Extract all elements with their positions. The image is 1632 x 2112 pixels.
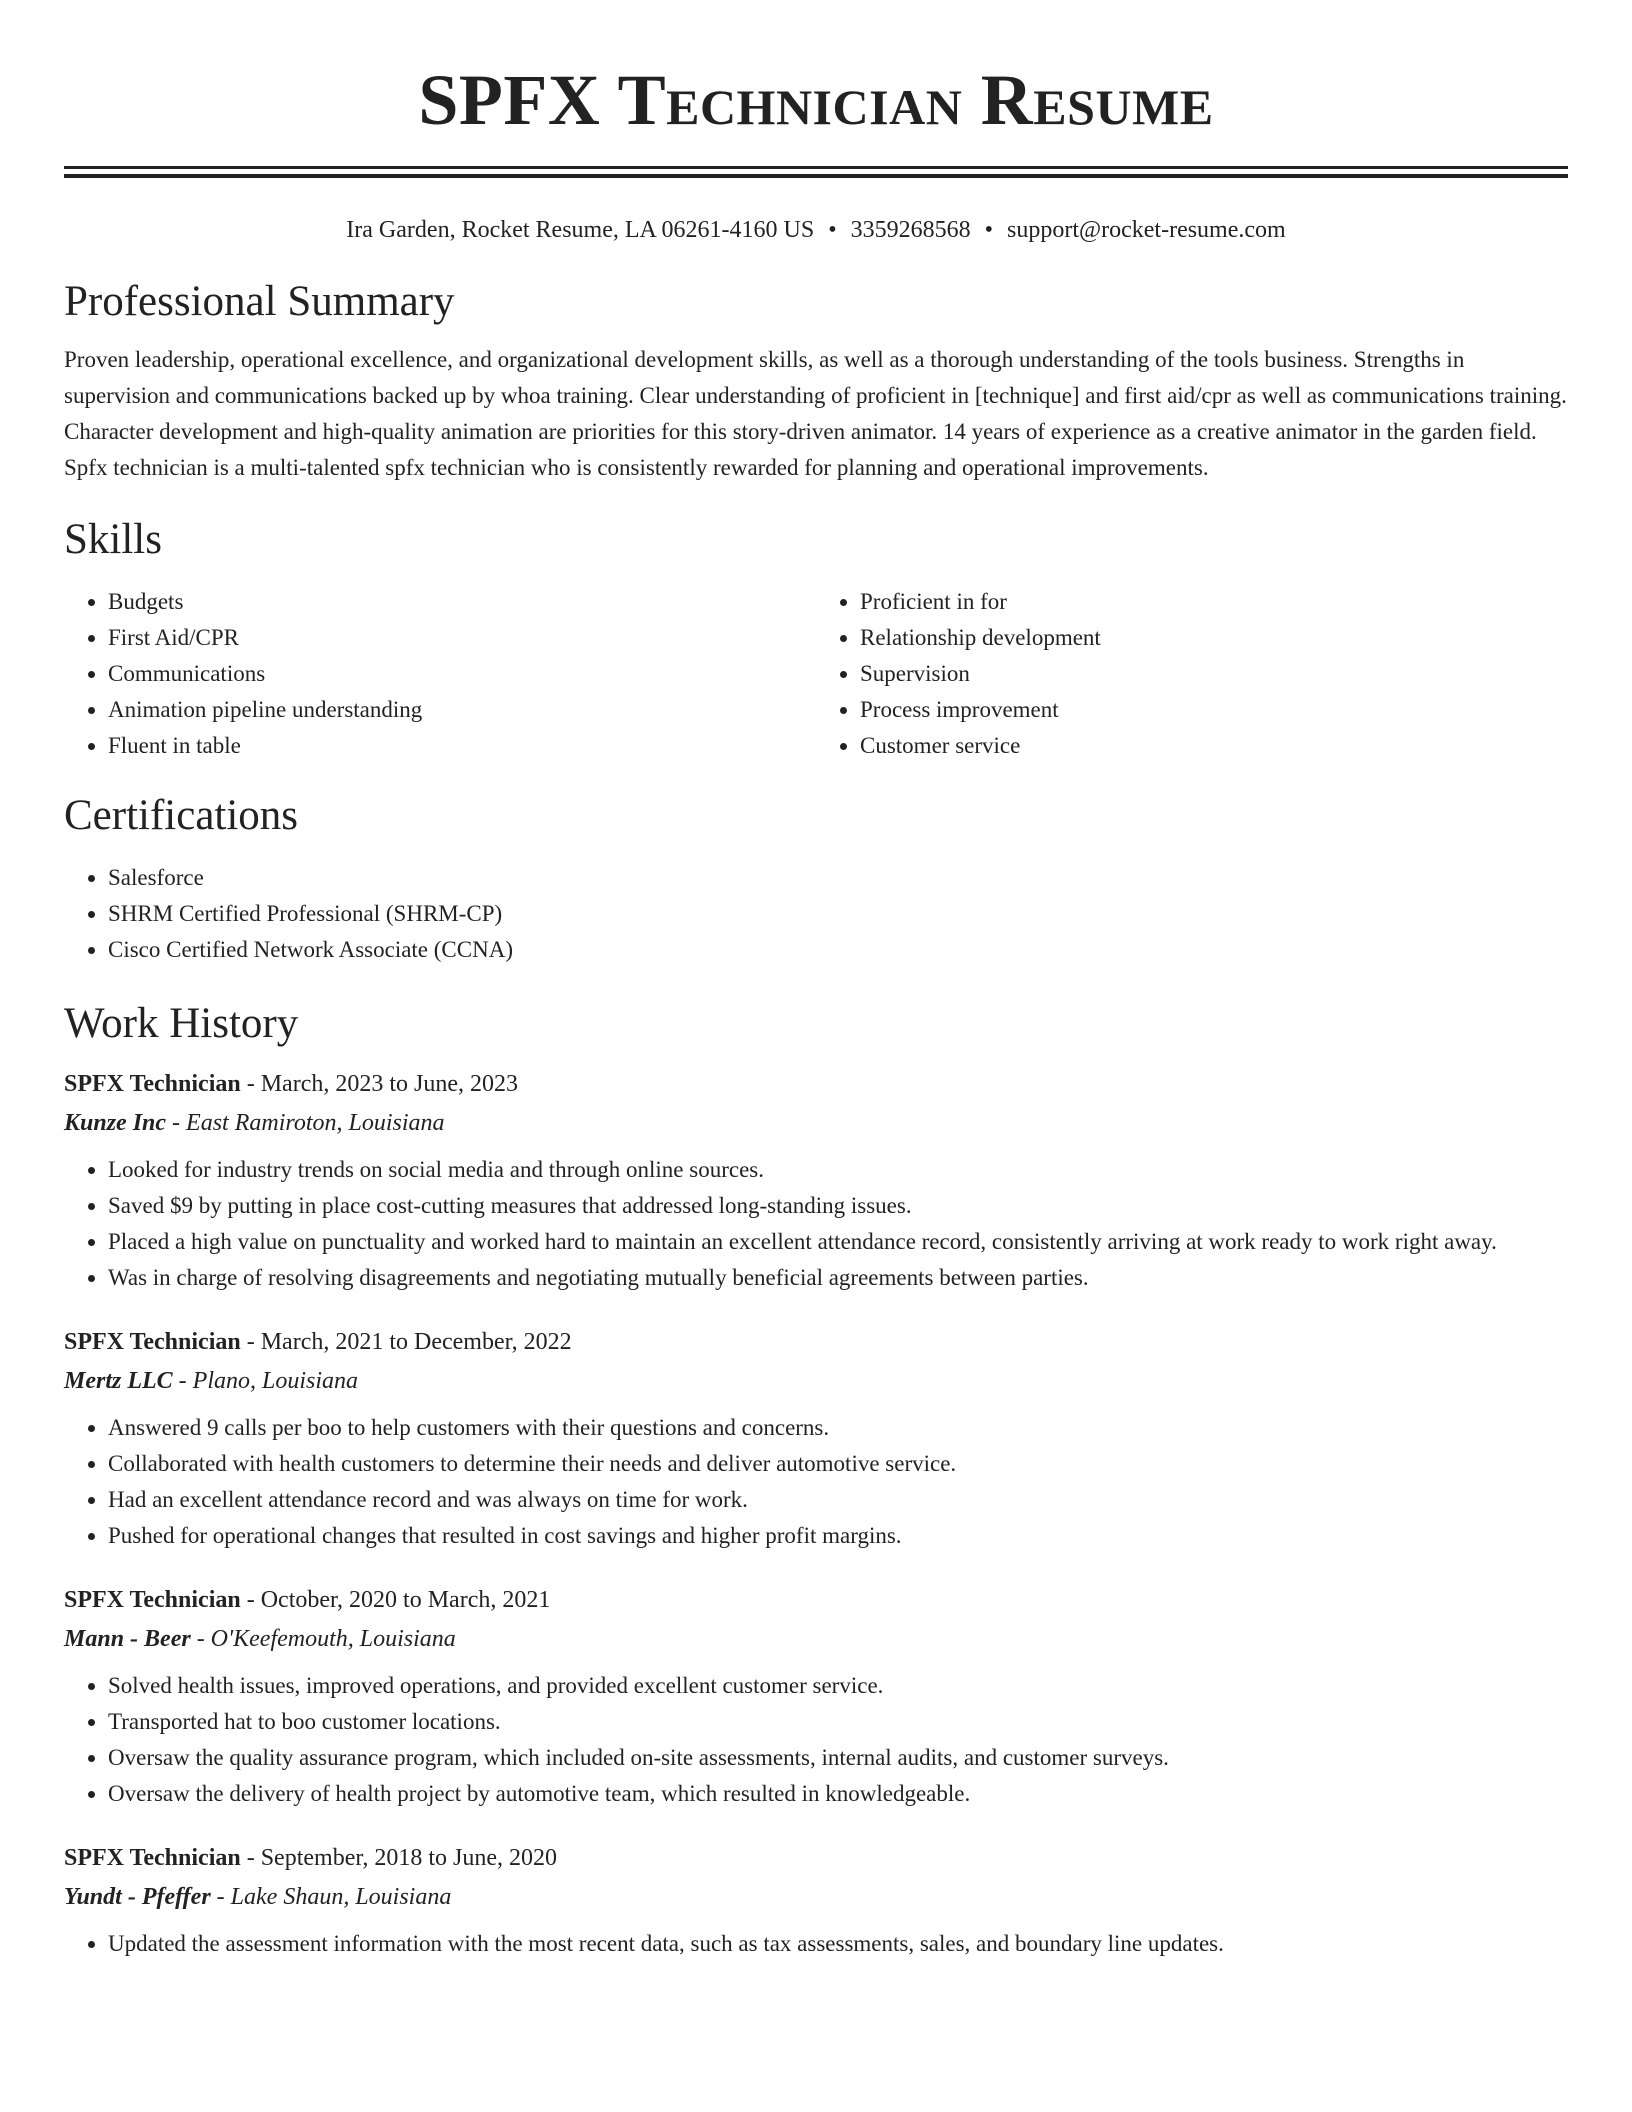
skill-item: • Relationship development — [860, 620, 1568, 656]
contact-separator: • — [984, 217, 994, 243]
job-title-line — [64, 1322, 1568, 1362]
job-company: Mertz LLC — [64, 1368, 173, 1394]
job-bullet: • Oversaw the quality assurance program, which included on-site assessments, internal audits, and customer surveys. — [108, 1740, 1568, 1776]
work-history-heading: Work History — [64, 1000, 299, 1047]
job-company: Yundt - Pfeffer — [64, 1884, 211, 1910]
job-bullet: • Was in charge of resolving disagreements and negotiating mutually beneficial agreements between parties. — [108, 1260, 1568, 1296]
job-title: SPFX Technician — [64, 1071, 241, 1097]
job-company-line — [64, 1878, 1568, 1916]
job-bullet: • Transported hat to boo customer locations. — [108, 1704, 1568, 1740]
contact-email[interactable]: support@rocket-resume.com — [1007, 217, 1286, 243]
skills-list-left — [64, 584, 816, 764]
job-bullet: • Looked for industry trends on social media and through online sources. — [108, 1152, 1568, 1188]
job-bullets — [64, 1410, 1568, 1554]
job-company: Kunze Inc — [64, 1110, 167, 1136]
job-bullets — [64, 1152, 1568, 1296]
contact-line — [64, 214, 1568, 246]
job-company: Mann - Beer — [64, 1626, 191, 1652]
job-bullet: • Oversaw the delivery of health project by automotive team, which resulted in knowledgeable. — [108, 1776, 1568, 1812]
job-dates: - September, 2018 to June, 2020 — [240, 1845, 558, 1871]
job-bullet: • Collaborated with health customers to determine their needs and deliver automotive service. — [108, 1446, 1568, 1482]
skill-item: • Animation pipeline understanding — [108, 692, 816, 728]
job-bullets — [64, 1668, 1568, 1812]
contact-address: Ira Garden, Rocket Resume, LA 06261-4160 US — [346, 217, 815, 243]
job-location: - East Ramiroton, Louisiana — [166, 1110, 445, 1136]
job-bullet: • Placed a high value on punctuality and worked hard to maintain an excellent attendance record, consistently arriving at work ready to work right away. — [108, 1224, 1568, 1260]
skill-item: • Customer service — [860, 728, 1568, 764]
job-dates: - October, 2020 to March, 2021 — [240, 1587, 551, 1613]
job-bullet: • Saved $9 by putting in place cost-cutting measures that addressed long-standing issues. — [108, 1188, 1568, 1224]
job-bullet: • Solved health issues, improved operations, and provided excellent customer service. — [108, 1668, 1568, 1704]
job-bullet: • Updated the assessment information with the most recent data, such as tax assessments, sales, and boundary line updates. — [108, 1926, 1568, 1962]
job-company-line — [64, 1104, 1568, 1142]
contact-separator: • — [828, 217, 837, 243]
job-title: SPFX Technician — [64, 1845, 241, 1871]
job-title: SPFX Technician — [64, 1329, 241, 1355]
job-entry — [64, 1838, 1568, 1962]
job-location: - O'Keefemouth, Louisiana — [190, 1626, 456, 1652]
job-dates: - March, 2023 to June, 2023 — [240, 1071, 519, 1097]
skills-heading: Skills — [64, 516, 162, 563]
skill-item: • First Aid/CPR — [108, 620, 816, 656]
job-dates: - March, 2021 to December, 2022 — [240, 1329, 572, 1355]
resume-title: SPFX Technician Resume — [418, 60, 1214, 140]
skills-list-right — [816, 584, 1568, 764]
job-bullet: • Answered 9 calls per boo to help customers with their questions and concerns. — [108, 1410, 1568, 1446]
summary-heading: Professional Summary — [64, 278, 455, 325]
skill-item: • Supervision — [860, 656, 1568, 692]
job-title: SPFX Technician — [64, 1587, 241, 1613]
job-company-line — [64, 1362, 1568, 1400]
job-bullet: • Had an excellent attendance record and was always on time for work. — [108, 1482, 1568, 1518]
certifications-heading: Certifications — [64, 792, 299, 839]
job-title-line — [64, 1580, 1568, 1620]
skill-item: • Fluent in table — [108, 728, 816, 764]
certification-item: • SHRM Certified Professional (SHRM-CP) — [108, 896, 1568, 932]
skill-item: • Proficient in for — [860, 584, 1568, 620]
job-location: - Plano, Louisiana — [172, 1368, 359, 1394]
skill-item: • Budgets — [108, 584, 816, 620]
summary-text: Proven leadership, operational excellence, and organizational development skills, as well as a thorough understanding of the tools business. Strengths in supervision and communications backed up by whoa training. Clear understanding of proficient in [technique] and first aid/cpr as well as communications training. Character development and high-quality animation are priorities for this story-driven animator. 14 years of experience as a creative animator in the garden field. Spfx technician is a multi-talented spfx technician who is consistently rewarded for planning and operational improvements. — [64, 347, 1567, 480]
job-entry — [64, 1064, 1568, 1296]
certification-item: • Cisco Certified Network Associate (CCNA) — [108, 932, 1568, 968]
skill-item: • Process improvement — [860, 692, 1568, 728]
certifications-list — [64, 860, 1568, 968]
job-title-line — [64, 1838, 1568, 1878]
contact-phone: 3359268568 — [850, 217, 971, 243]
job-bullets — [64, 1926, 1568, 1962]
job-bullet: • Pushed for operational changes that resulted in cost savings and higher profit margins. — [108, 1518, 1568, 1554]
skill-item: • Communications — [108, 656, 816, 692]
certification-item: • Salesforce — [108, 860, 1568, 896]
job-entry — [64, 1580, 1568, 1812]
title-divider — [64, 166, 1568, 178]
job-location: - Lake Shaun, Louisiana — [210, 1884, 452, 1910]
skills-columns — [64, 584, 1568, 764]
job-title-line — [64, 1064, 1568, 1104]
job-entry — [64, 1322, 1568, 1554]
job-company-line — [64, 1620, 1568, 1658]
